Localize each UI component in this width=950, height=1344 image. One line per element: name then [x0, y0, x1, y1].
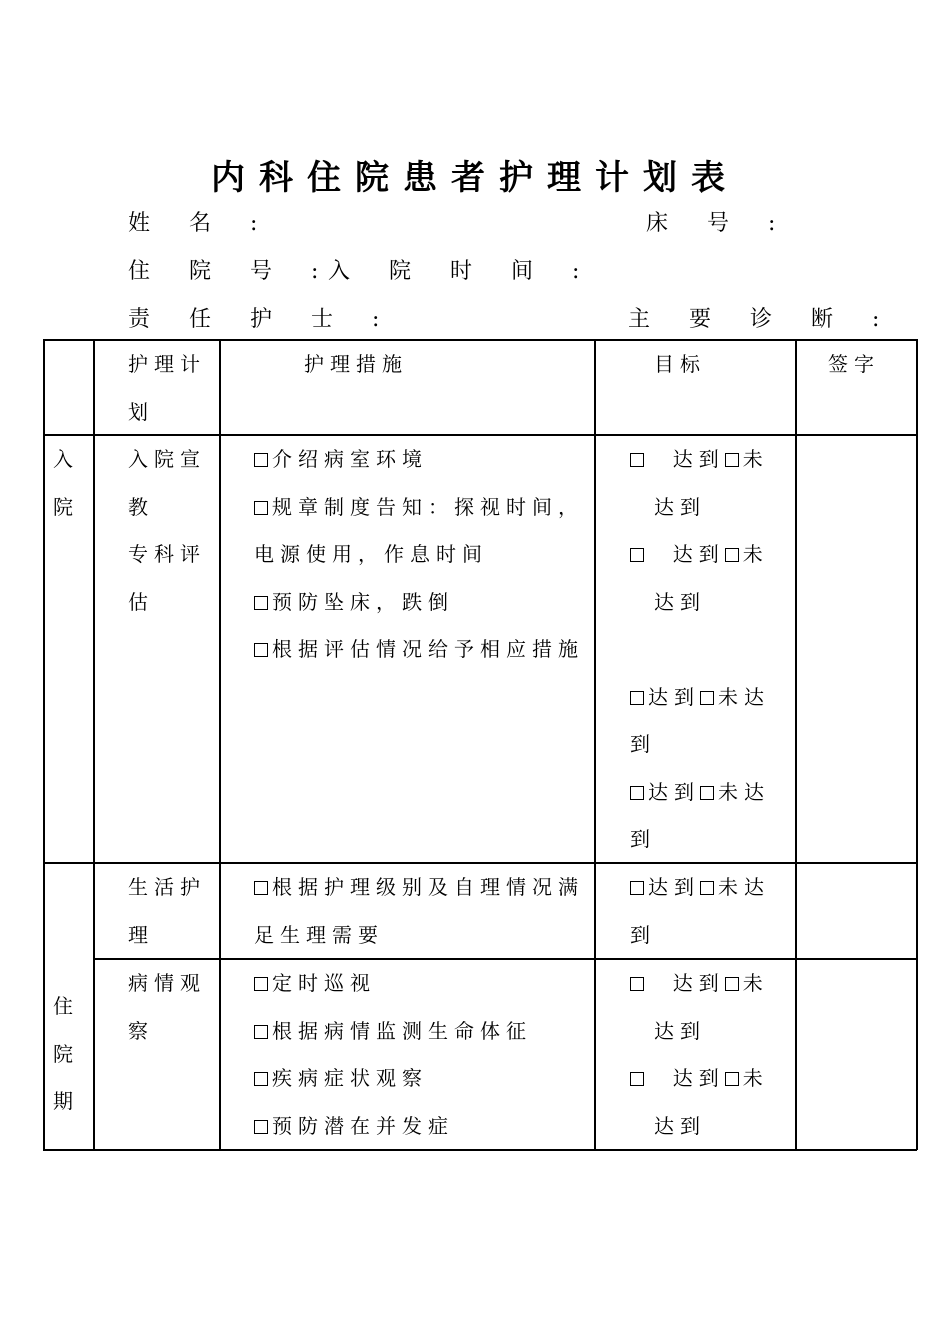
checkbox-icon[interactable] — [630, 977, 644, 991]
goals-life-care: 达到 未达 到 — [630, 864, 792, 959]
checkbox-icon[interactable] — [630, 1072, 644, 1086]
plan-admission: 入院宣 教 专科评 估 — [128, 447, 206, 614]
measure-item: 预防坠床，跌倒 — [254, 579, 592, 627]
checkbox-icon[interactable] — [254, 1025, 268, 1039]
checkbox-icon[interactable] — [630, 786, 644, 800]
col-header-measures: 护理措施 — [304, 352, 408, 376]
checkbox-icon[interactable] — [725, 1072, 739, 1086]
checkbox-icon[interactable] — [630, 453, 644, 467]
checkbox-icon[interactable] — [254, 1072, 268, 1086]
goals-observation: 达到 未 达到 达到 未 达到 — [630, 960, 792, 1150]
col-header-plan: 护理计 划 — [128, 352, 206, 424]
checkbox-icon[interactable] — [725, 548, 739, 562]
measures-life-care: 根据护理级别及自理情况满 足生理需要 — [254, 864, 592, 959]
goal-option: 达到 未 — [630, 1055, 792, 1103]
measure-item: 电源使用，作息时间 — [254, 542, 488, 566]
col-header-sign: 签字 — [828, 352, 880, 376]
checkbox-icon[interactable] — [254, 643, 268, 657]
measure-item: 规章制度告知：探视时间， — [254, 484, 592, 532]
goal-option: 达到 未达 — [630, 769, 792, 817]
col-header-goal: 目标 — [654, 352, 706, 376]
goals-admission: 达到 未 达到 达到 未 达到 达到 未达 到 达到 未达 到 — [630, 436, 792, 864]
checkbox-icon[interactable] — [700, 691, 714, 705]
nurse-label: 责 任 护 士 : — [128, 307, 396, 332]
measure-item: 介绍病室环境 — [254, 436, 592, 484]
checkbox-icon[interactable] — [254, 881, 268, 895]
measures-admission — [254, 436, 592, 674]
checkbox-icon[interactable] — [725, 453, 739, 467]
stage-admission: 入 院 — [53, 447, 79, 519]
measures-observation — [254, 960, 592, 1150]
diagnosis-label: 主 要 诊 断 : — [628, 307, 896, 332]
name-label: 姓 名 : — [128, 211, 274, 236]
page-title: 内科住院患者护理计划表 — [211, 158, 739, 198]
admission-time-label: 入 院 时 间 : — [328, 259, 596, 284]
checkbox-icon[interactable] — [630, 548, 644, 562]
measure-item: 根据护理级别及自理情况满 — [254, 864, 592, 912]
checkbox-icon[interactable] — [700, 786, 714, 800]
checkbox-icon[interactable] — [254, 453, 268, 467]
measure-item: 根据评估情况给予相应措施 — [254, 626, 592, 674]
goal-option: 达到 未达 — [630, 674, 792, 722]
checkbox-icon[interactable] — [254, 501, 268, 515]
measure-item: 定时巡视 — [254, 960, 592, 1008]
plan-observation: 病情观 察 — [128, 971, 206, 1043]
plan-life-care: 生活护 理 — [128, 875, 206, 947]
checkbox-icon[interactable] — [254, 596, 268, 610]
checkbox-icon[interactable] — [254, 977, 268, 991]
goal-option: 达到 未 — [630, 531, 792, 579]
measure-item: 预防潜在并发症 — [254, 1103, 592, 1151]
checkbox-icon[interactable] — [700, 881, 714, 895]
measure-item: 根据病情监测生命体征 — [254, 1008, 592, 1056]
stage-inpatient: 住 院 期 — [53, 994, 79, 1113]
goal-option: 达到 未 — [630, 436, 792, 484]
checkbox-icon[interactable] — [254, 1120, 268, 1134]
goal-option: 达到 未达 — [630, 864, 792, 912]
checkbox-icon[interactable] — [725, 977, 739, 991]
measure-item: 疾病症状观察 — [254, 1055, 592, 1103]
checkbox-icon[interactable] — [630, 691, 644, 705]
admission-no-label: 住 院 号 : — [128, 259, 335, 284]
goal-option: 达到 未 — [630, 960, 792, 1008]
bed-label: 床 号 : — [646, 211, 792, 236]
checkbox-icon[interactable] — [630, 881, 644, 895]
